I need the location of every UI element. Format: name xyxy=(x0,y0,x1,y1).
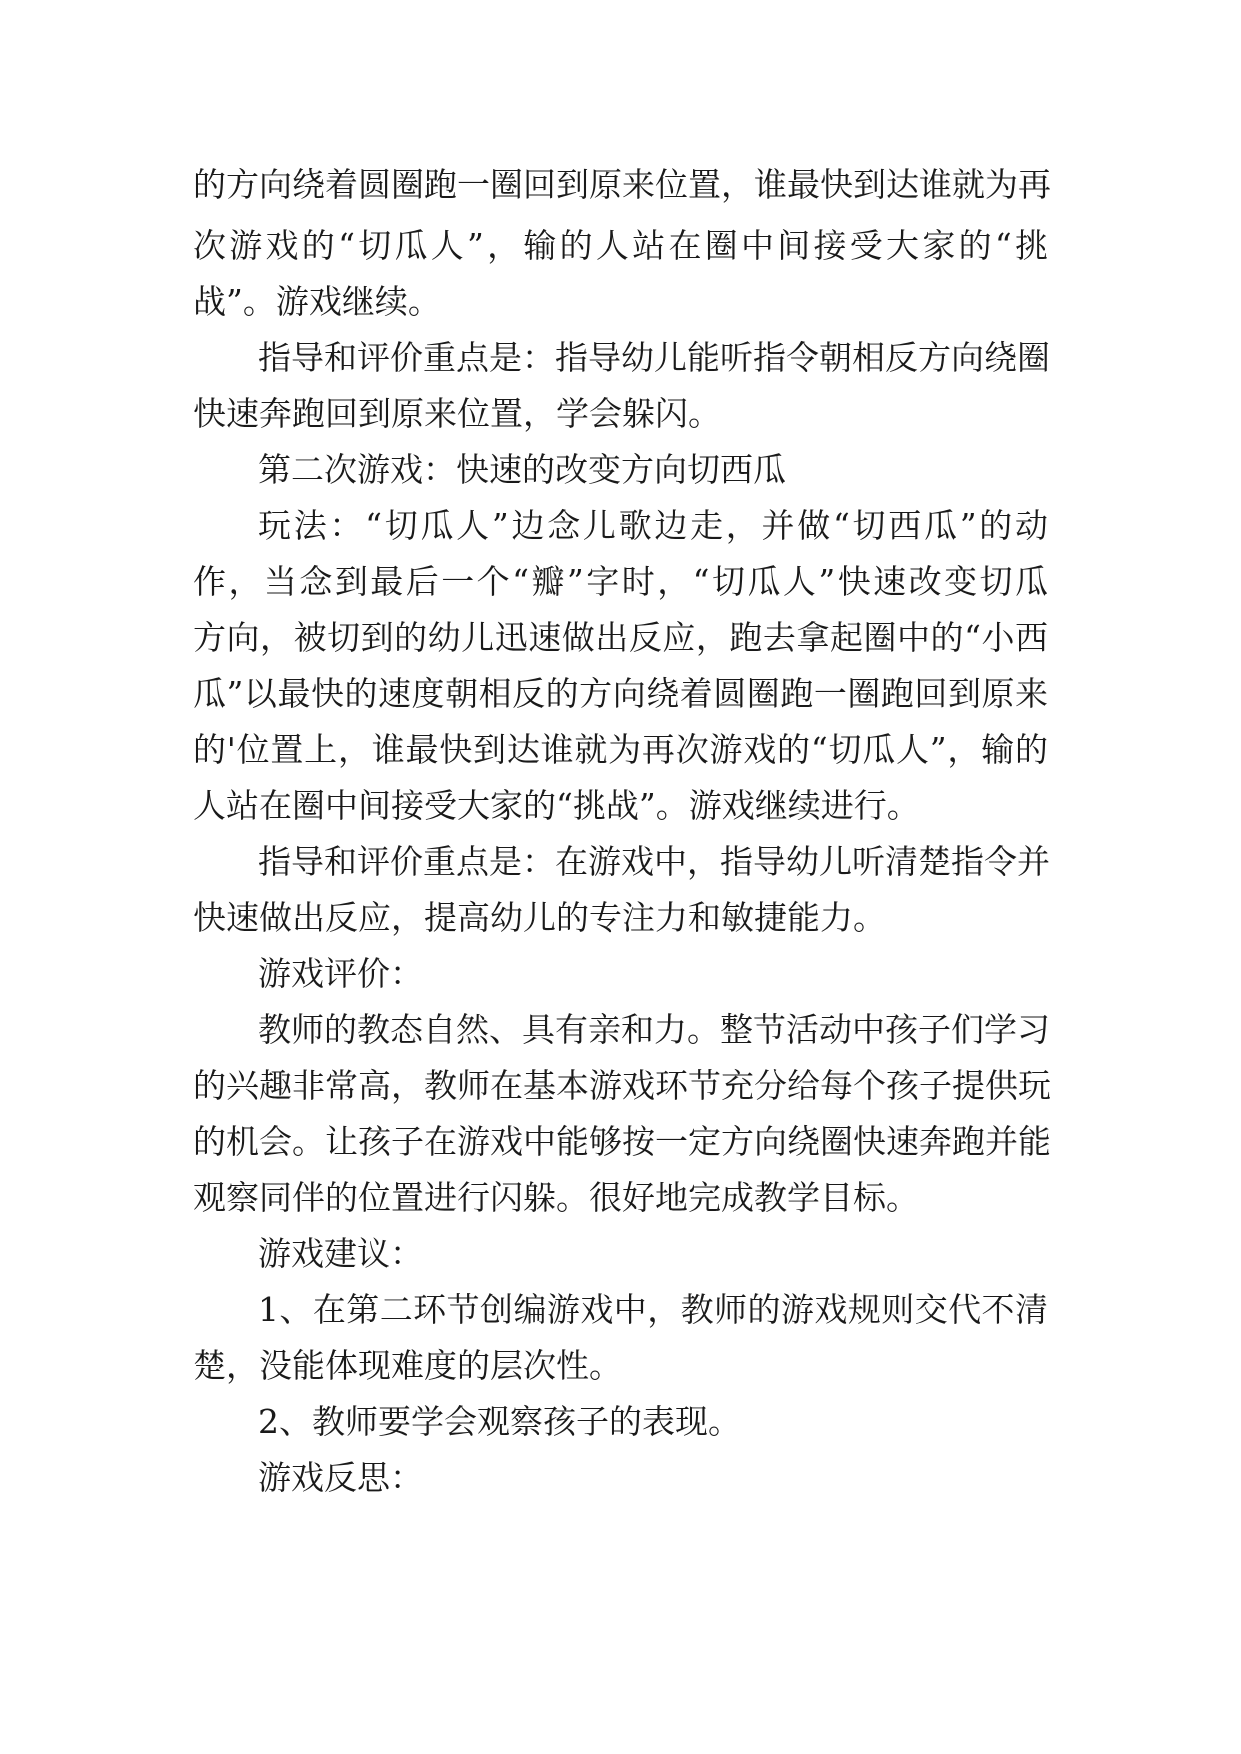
body-text-line: 作，当念到最后一个“瓣”字时，“切瓜人”快速改变切瓜 xyxy=(193,562,1048,601)
section-heading: 游戏建议： xyxy=(258,1234,423,1273)
body-text-line: 玩法：“切瓜人”边念儿歌边走，并做“切西瓜”的动 xyxy=(258,506,1048,545)
body-text-line: 瓜”以最快的速度朝相反的方向绕着圆圈跑一圈跑回到原来 xyxy=(193,674,1048,713)
body-text-line: 人站在圈中间接受大家的“挑战”。游戏继续进行。 xyxy=(193,786,920,825)
body-text-line: 方向，被切到的幼儿迅速做出反应，跑去拿起圈中的“小西 xyxy=(193,618,1048,657)
section-heading: 游戏反思： xyxy=(258,1458,423,1497)
body-text-line: 的兴趣非常高，教师在基本游戏环节充分给每个孩子提供玩 xyxy=(193,1066,1051,1105)
body-text-line: 观察同伴的位置进行闪躲。很好地完成教学目标。 xyxy=(193,1178,919,1217)
body-text-line: 战”。游戏继续。 xyxy=(193,282,441,321)
body-text-line: 快速做出反应，提高幼儿的专注力和敏捷能力。 xyxy=(193,898,886,937)
body-text-line: 的'位置上，谁最快到达谁就为再次游戏的“切瓜人”，输的 xyxy=(193,730,1048,769)
body-text-line: 的方向绕着圆圈跑一圈回到原来位置，谁最快到达谁就为再 xyxy=(193,165,1051,204)
body-text-line: 教师的教态自然、具有亲和力。整节活动中孩子们学习 xyxy=(258,1010,1050,1049)
section-heading: 游戏评价： xyxy=(258,954,423,993)
body-text-line: 指导和评价重点是：指导幼儿能听指令朝相反方向绕圈 xyxy=(258,338,1050,377)
list-item-text: 2、教师要学会观察孩子的表现。 xyxy=(258,1402,741,1441)
list-item-text: 1、在第二环节创编游戏中，教师的游戏规则交代不清 xyxy=(258,1290,1048,1329)
body-text-line: 的机会。让孩子在游戏中能够按一定方向绕圈快速奔跑并能 xyxy=(193,1122,1051,1161)
body-text-line: 次游戏的“切瓜人”，输的人站在圈中间接受大家的“挑 xyxy=(193,226,1048,265)
list-item-text: 楚，没能体现难度的层次性。 xyxy=(193,1346,622,1385)
body-text-line: 指导和评价重点是：在游戏中，指导幼儿听清楚指令并 xyxy=(258,842,1050,881)
section-heading: 第二次游戏：快速的改变方向切西瓜 xyxy=(258,450,786,489)
body-text-line: 快速奔跑回到原来位置，学会躲闪。 xyxy=(193,394,721,433)
